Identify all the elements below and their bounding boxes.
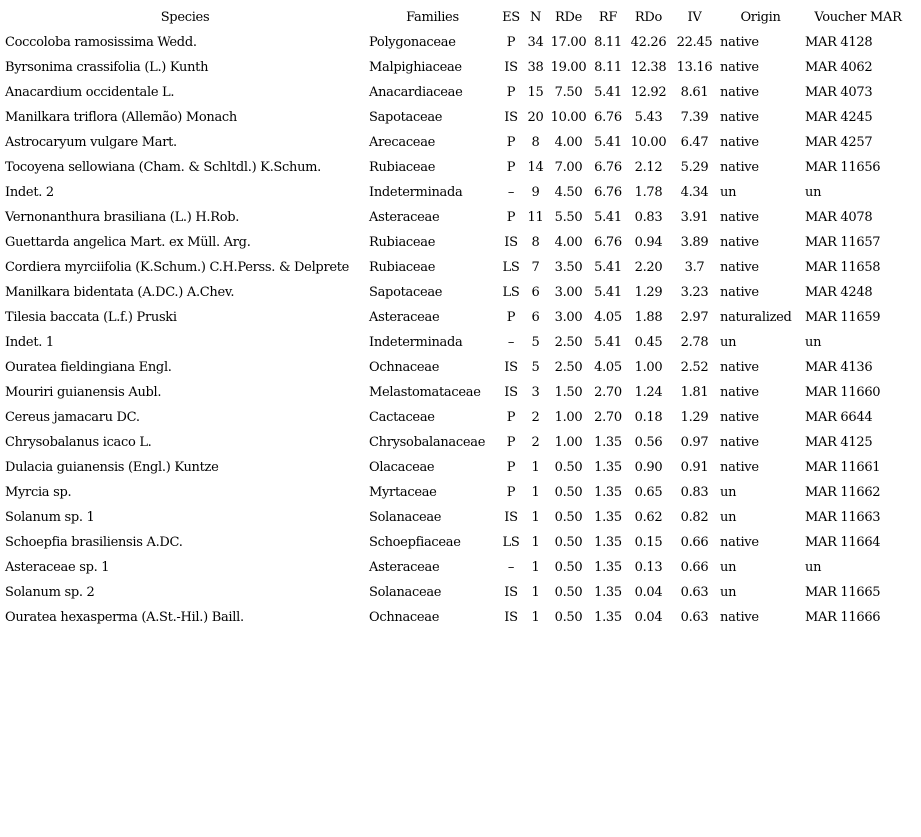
- cell-family: Sapotaceae: [369, 110, 443, 125]
- cell-origin: native: [720, 285, 759, 300]
- cell-species: Solanum sp. 2: [5, 585, 95, 600]
- cell-iv: 7.39: [680, 110, 709, 125]
- cell-family: Rubiaceae: [369, 160, 436, 175]
- cell-family: Malpighiaceae: [369, 60, 462, 75]
- cell-n: 14: [527, 160, 544, 175]
- cell-species: Myrcia sp.: [5, 485, 72, 500]
- cell-species: Vernonanthura brasiliana (L.) H.Rob.: [5, 210, 240, 225]
- cell-es: P: [506, 135, 516, 150]
- cell-n: 11: [527, 210, 544, 225]
- cell-n: 38: [527, 60, 544, 75]
- cell-rf: 1.35: [594, 610, 622, 625]
- cell-family: Asteraceae: [369, 310, 440, 325]
- cell-iv: 0.82: [680, 510, 709, 525]
- table-row: [3, 180, 913, 205]
- cell-rde: 1.00: [554, 435, 583, 450]
- cell-family: Rubiaceae: [369, 260, 436, 275]
- cell-origin: un: [720, 585, 737, 600]
- cell-voucher: un: [805, 560, 822, 575]
- cell-rf: 1.35: [594, 560, 622, 575]
- cell-n: 2: [531, 410, 540, 425]
- cell-rdo: 10.00: [630, 135, 667, 150]
- cell-family: Melastomataceae: [369, 385, 481, 400]
- cell-rdo: 0.90: [634, 460, 663, 475]
- cell-voucher: MAR 4125: [805, 435, 873, 450]
- cell-family: Chrysobalanaceae: [369, 435, 486, 450]
- table-row: [3, 255, 913, 280]
- cell-iv: 8.61: [680, 85, 709, 100]
- cell-rdo: 0.18: [634, 410, 663, 425]
- table-row: [3, 305, 913, 330]
- cell-voucher: MAR 4248: [805, 285, 873, 300]
- cell-rf: 1.35: [594, 460, 622, 475]
- cell-family: Schoepfiaceae: [369, 535, 461, 550]
- cell-rdo: 0.04: [634, 610, 663, 625]
- cell-family: Ochnaceae: [369, 360, 440, 375]
- cell-rde: 17.00: [550, 35, 587, 50]
- table-row: [3, 55, 913, 80]
- cell-family: Solanaceae: [369, 585, 442, 600]
- cell-rf: 6.76: [594, 235, 622, 250]
- cell-iv: 0.91: [680, 460, 709, 475]
- cell-species: Asteraceae sp. 1: [5, 560, 110, 575]
- cell-es: IS: [504, 110, 518, 125]
- cell-species: Solanum sp. 1: [5, 510, 95, 525]
- cell-family: Indeterminada: [369, 185, 463, 200]
- cell-family: Rubiaceae: [369, 235, 436, 250]
- cell-origin: native: [720, 385, 759, 400]
- cell-es: P: [506, 35, 516, 50]
- cell-rf: 5.41: [594, 210, 622, 225]
- cell-rf: 1.35: [594, 585, 622, 600]
- species-table: [3, 5, 913, 630]
- cell-iv: 2.97: [680, 310, 709, 325]
- cell-rde: 7.50: [554, 85, 583, 100]
- table-header: [3, 5, 913, 30]
- cell-es: P: [506, 310, 516, 325]
- cell-iv: 0.83: [680, 485, 709, 500]
- cell-rf: 5.41: [594, 335, 622, 350]
- table-row: [3, 555, 913, 580]
- cell-species: Indet. 1: [5, 335, 54, 350]
- cell-rf: 1.35: [594, 510, 622, 525]
- cell-rf: 1.35: [594, 485, 622, 500]
- cell-origin: native: [720, 410, 759, 425]
- cell-voucher: MAR 11661: [805, 460, 881, 475]
- cell-origin: native: [720, 160, 759, 175]
- cell-rde: 0.50: [554, 485, 583, 500]
- cell-n: 1: [531, 610, 540, 625]
- cell-n: 1: [531, 460, 540, 475]
- cell-species: Manilkara triflora (Allemão) Monach: [5, 110, 237, 125]
- cell-iv: 22.45: [676, 35, 713, 50]
- cell-species: Mouriri guianensis Aubl.: [5, 385, 162, 400]
- header-n: N: [529, 10, 542, 25]
- cell-iv: 0.66: [680, 535, 709, 550]
- cell-rdo: 42.26: [630, 35, 667, 50]
- cell-rdo: 0.62: [634, 510, 663, 525]
- cell-origin: native: [720, 85, 759, 100]
- table-row: [3, 505, 913, 530]
- table-row: [3, 330, 913, 355]
- cell-es: IS: [504, 610, 518, 625]
- cell-rdo: 12.92: [630, 85, 667, 100]
- cell-voucher: MAR 11665: [805, 585, 881, 600]
- cell-voucher: MAR 6644: [805, 410, 873, 425]
- cell-iv: 0.63: [680, 585, 709, 600]
- cell-voucher: MAR 4136: [805, 360, 873, 375]
- cell-iv: 6.47: [680, 135, 709, 150]
- header-rde: RDe: [554, 10, 582, 25]
- cell-es: IS: [504, 60, 518, 75]
- cell-rf: 1.35: [594, 435, 622, 450]
- cell-rde: 2.50: [554, 335, 583, 350]
- table-row: [3, 30, 913, 55]
- cell-es: P: [506, 410, 516, 425]
- table-row: [3, 530, 913, 555]
- cell-family: Polygonaceae: [369, 35, 456, 50]
- cell-rf: 2.70: [594, 410, 622, 425]
- table-row: [3, 205, 913, 230]
- cell-origin: un: [720, 185, 737, 200]
- cell-es: P: [506, 85, 516, 100]
- cell-species: Cordiera myrciifolia (K.Schum.) C.H.Perss. & Delprete: [5, 260, 350, 275]
- cell-species: Manilkara bidentata (A.DC.) A.Chev.: [5, 285, 235, 300]
- cell-rdo: 0.45: [634, 335, 663, 350]
- cell-rde: 7.00: [554, 160, 583, 175]
- cell-rf: 5.41: [594, 85, 622, 100]
- cell-n: 15: [527, 85, 544, 100]
- cell-n: 2: [531, 435, 540, 450]
- cell-n: 9: [531, 185, 540, 200]
- cell-es: IS: [504, 360, 518, 375]
- cell-es: IS: [504, 510, 518, 525]
- cell-rde: 1.00: [554, 410, 583, 425]
- cell-iv: 13.16: [676, 60, 713, 75]
- cell-species: Schoepfia brasiliensis A.DC.: [5, 535, 183, 550]
- cell-n: 1: [531, 585, 540, 600]
- cell-rde: 0.50: [554, 460, 583, 475]
- cell-species: Ouratea fieldingiana Engl.: [5, 360, 172, 375]
- cell-iv: 0.63: [680, 610, 709, 625]
- table-row: [3, 280, 913, 305]
- cell-rdo: 0.04: [634, 585, 663, 600]
- cell-voucher: MAR 11656: [805, 160, 881, 175]
- cell-rf: 6.76: [594, 160, 622, 175]
- cell-rde: 3.00: [554, 285, 583, 300]
- cell-voucher: MAR 11666: [805, 610, 881, 625]
- header-rdo: RDo: [634, 10, 663, 25]
- cell-species: Cereus jamacaru DC.: [5, 410, 140, 425]
- cell-family: Arecaceae: [369, 135, 436, 150]
- cell-es: LS: [502, 535, 520, 550]
- cell-es: IS: [504, 385, 518, 400]
- cell-n: 1: [531, 535, 540, 550]
- cell-n: 8: [531, 235, 540, 250]
- cell-species: Astrocaryum vulgare Mart.: [5, 135, 177, 150]
- cell-iv: 5.29: [680, 160, 709, 175]
- cell-rf: 5.41: [594, 260, 622, 275]
- cell-family: Myrtaceae: [369, 485, 437, 500]
- cell-rdo: 12.38: [630, 60, 667, 75]
- table-body: [3, 30, 913, 630]
- cell-rf: 6.76: [594, 185, 622, 200]
- cell-es: P: [506, 210, 516, 225]
- cell-rdo: 0.83: [634, 210, 663, 225]
- cell-species: Dulacia guianensis (Engl.) Kuntze: [5, 460, 219, 475]
- cell-iv: 3.7: [684, 260, 705, 275]
- cell-species: Byrsonima crassifolia (L.) Kunth: [5, 60, 209, 75]
- cell-iv: 0.97: [680, 435, 709, 450]
- header-families: Families: [406, 10, 459, 25]
- cell-origin: native: [720, 610, 759, 625]
- cell-rdo: 1.78: [634, 185, 663, 200]
- cell-origin: native: [720, 460, 759, 475]
- table-row: [3, 130, 913, 155]
- cell-rde: 1.50: [554, 385, 583, 400]
- cell-species: Indet. 2: [5, 185, 54, 200]
- cell-origin: un: [720, 335, 737, 350]
- cell-rde: 2.50: [554, 360, 583, 375]
- cell-origin: native: [720, 210, 759, 225]
- header-rf: RF: [598, 10, 618, 25]
- cell-voucher: MAR 4078: [805, 210, 873, 225]
- cell-voucher: MAR 4073: [805, 85, 873, 100]
- cell-family: Asteraceae: [369, 560, 440, 575]
- cell-family: Olacaceae: [369, 460, 435, 475]
- header-iv: IV: [687, 10, 702, 25]
- cell-species: Anacardium occidentale L.: [5, 85, 175, 100]
- cell-rdo: 2.20: [634, 260, 663, 275]
- table-row: [3, 405, 913, 430]
- cell-n: 7: [531, 260, 540, 275]
- cell-n: 8: [531, 135, 540, 150]
- table-row: [3, 105, 913, 130]
- cell-es: LS: [502, 285, 520, 300]
- cell-voucher: MAR 4128: [805, 35, 873, 50]
- cell-n: 34: [527, 35, 544, 50]
- cell-voucher: un: [805, 335, 822, 350]
- cell-voucher: MAR 4062: [805, 60, 873, 75]
- cell-rdo: 1.24: [634, 385, 663, 400]
- cell-rde: 3.50: [554, 260, 583, 275]
- cell-rf: 5.41: [594, 285, 622, 300]
- cell-rf: 4.05: [594, 360, 622, 375]
- cell-origin: native: [720, 110, 759, 125]
- cell-rde: 4.00: [554, 135, 583, 150]
- cell-rdo: 0.65: [634, 485, 663, 500]
- cell-species: Coccoloba ramosissima Wedd.: [5, 35, 197, 50]
- cell-iv: 3.91: [680, 210, 709, 225]
- cell-n: 6: [531, 285, 540, 300]
- cell-family: Asteraceae: [369, 210, 440, 225]
- table-row: [3, 605, 913, 630]
- header-voucher: Voucher MAR: [814, 10, 902, 25]
- cell-n: 5: [531, 335, 540, 350]
- cell-rde: 0.50: [554, 585, 583, 600]
- cell-n: 6: [531, 310, 540, 325]
- cell-voucher: un: [805, 185, 822, 200]
- cell-species: Guettarda angelica Mart. ex Müll. Arg.: [5, 235, 251, 250]
- cell-rdo: 2.12: [634, 160, 663, 175]
- table-row: [3, 230, 913, 255]
- cell-rdo: 0.13: [634, 560, 663, 575]
- cell-es: –: [507, 560, 515, 575]
- cell-es: P: [506, 460, 516, 475]
- cell-iv: 3.89: [680, 235, 709, 250]
- cell-rdo: 0.15: [634, 535, 663, 550]
- cell-voucher: MAR 4257: [805, 135, 873, 150]
- cell-rde: 4.50: [554, 185, 583, 200]
- cell-n: 1: [531, 510, 540, 525]
- cell-rf: 6.76: [594, 110, 622, 125]
- cell-origin: native: [720, 360, 759, 375]
- cell-es: IS: [504, 235, 518, 250]
- cell-iv: 1.81: [680, 385, 709, 400]
- cell-origin: native: [720, 435, 759, 450]
- cell-rde: 0.50: [554, 560, 583, 575]
- cell-voucher: MAR 11660: [805, 385, 881, 400]
- cell-rdo: 5.43: [634, 110, 663, 125]
- cell-rdo: 0.56: [634, 435, 663, 450]
- cell-iv: 3.23: [680, 285, 709, 300]
- table-row: [3, 380, 913, 405]
- cell-rde: 0.50: [554, 510, 583, 525]
- table-row: [3, 355, 913, 380]
- cell-origin: native: [720, 135, 759, 150]
- cell-es: –: [507, 185, 515, 200]
- cell-origin: naturalized: [720, 310, 792, 325]
- cell-rf: 4.05: [594, 310, 622, 325]
- cell-n: 20: [527, 110, 544, 125]
- header-row: [3, 5, 913, 30]
- cell-family: Solanaceae: [369, 510, 442, 525]
- cell-es: P: [506, 485, 516, 500]
- cell-rf: 1.35: [594, 535, 622, 550]
- cell-n: 1: [531, 485, 540, 500]
- cell-voucher: MAR 11659: [805, 310, 881, 325]
- cell-voucher: MAR 11663: [805, 510, 881, 525]
- cell-family: Anacardiaceae: [369, 85, 463, 100]
- cell-rdo: 0.94: [634, 235, 663, 250]
- cell-origin: un: [720, 560, 737, 575]
- cell-n: 3: [531, 385, 540, 400]
- cell-es: LS: [502, 260, 520, 275]
- cell-rde: 3.00: [554, 310, 583, 325]
- table-row: [3, 430, 913, 455]
- cell-rf: 8.11: [594, 60, 622, 75]
- cell-n: 5: [531, 360, 540, 375]
- table-row: [3, 580, 913, 605]
- cell-origin: native: [720, 535, 759, 550]
- cell-species: Chrysobalanus icaco L.: [5, 435, 152, 450]
- cell-origin: un: [720, 485, 737, 500]
- header-species: Species: [160, 10, 210, 25]
- cell-rde: 4.00: [554, 235, 583, 250]
- cell-iv: 2.52: [680, 360, 709, 375]
- cell-iv: 1.29: [680, 410, 709, 425]
- cell-species: Tocoyena sellowiana (Cham. & Schltdl.) K.Schum.: [5, 160, 322, 175]
- cell-es: P: [506, 435, 516, 450]
- header-es: ES: [502, 10, 520, 25]
- cell-family: Ochnaceae: [369, 610, 440, 625]
- cell-rdo: 1.88: [634, 310, 663, 325]
- cell-family: Cactaceae: [369, 410, 435, 425]
- cell-rde: 10.00: [550, 110, 587, 125]
- cell-origin: native: [720, 60, 759, 75]
- cell-origin: native: [720, 35, 759, 50]
- cell-n: 1: [531, 560, 540, 575]
- table-row: [3, 455, 913, 480]
- cell-voucher: MAR 11657: [805, 235, 881, 250]
- cell-iv: 0.66: [680, 560, 709, 575]
- cell-es: IS: [504, 585, 518, 600]
- cell-voucher: MAR 11658: [805, 260, 881, 275]
- cell-origin: un: [720, 510, 737, 525]
- cell-es: P: [506, 160, 516, 175]
- cell-iv: 4.34: [680, 185, 709, 200]
- table-row: [3, 80, 913, 105]
- table-row: [3, 480, 913, 505]
- cell-iv: 2.78: [680, 335, 709, 350]
- header-origin: Origin: [740, 10, 781, 25]
- cell-rf: 5.41: [594, 135, 622, 150]
- table-row: [3, 155, 913, 180]
- cell-rde: 0.50: [554, 535, 583, 550]
- cell-family: Sapotaceae: [369, 285, 443, 300]
- cell-voucher: MAR 4245: [805, 110, 873, 125]
- cell-voucher: MAR 11662: [805, 485, 881, 500]
- cell-rdo: 1.29: [634, 285, 663, 300]
- cell-es: –: [507, 335, 515, 350]
- cell-rde: 19.00: [550, 60, 587, 75]
- cell-voucher: MAR 11664: [805, 535, 881, 550]
- cell-rde: 5.50: [554, 210, 583, 225]
- cell-rf: 8.11: [594, 35, 622, 50]
- cell-origin: native: [720, 260, 759, 275]
- cell-species: Ouratea hexasperma (A.St.-Hil.) Baill.: [5, 610, 244, 625]
- cell-rdo: 1.00: [634, 360, 663, 375]
- cell-rde: 0.50: [554, 610, 583, 625]
- cell-origin: native: [720, 235, 759, 250]
- cell-family: Indeterminada: [369, 335, 463, 350]
- cell-species: Tilesia baccata (L.f.) Pruski: [5, 310, 177, 325]
- cell-rf: 2.70: [594, 385, 622, 400]
